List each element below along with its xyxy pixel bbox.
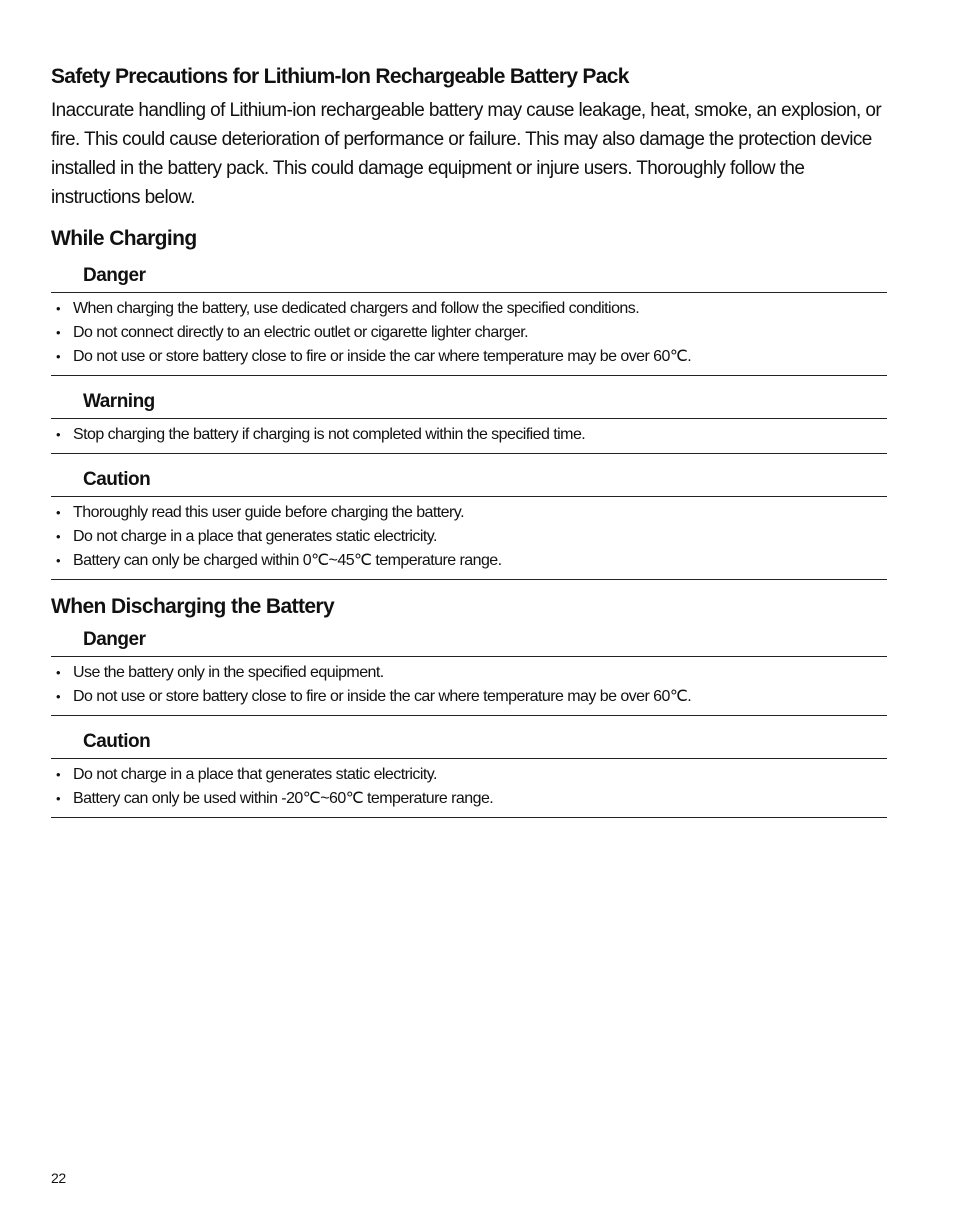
page-number: 22 [51,1170,66,1186]
danger-block [51,262,887,376]
list-item: • Battery can only be used within -20℃~60℃ temperature range. [51,787,887,811]
block-title-danger: Danger [83,629,146,650]
list-item: • Stop charging the battery if charging is not completed within the specified time. [51,423,887,447]
list-item: • Do not use or store battery close to fire or inside the car where temperature may be over 60℃. [51,345,887,369]
list-item: • Do not use or store battery close to fire or inside the car where temperature may be over 60℃. [51,685,887,709]
list-item: • When charging the battery, use dedicated chargers and follow the specified conditions. [51,297,887,321]
section-heading-when-discharging: When Discharging the Battery [51,595,335,618]
block-title-caution: Caution [83,731,151,752]
list-item: • Use the battery only in the specified equipment. [51,661,887,685]
bullet-list [51,656,887,716]
list-item: • Thoroughly read this user guide before charging the battery. [51,501,887,525]
danger-block [51,626,887,716]
block-title-danger: Danger [83,265,146,286]
page-title: Safety Precautions for Lithium-Ion Rechargeable Battery Pack [51,65,629,88]
bullet-list [51,758,887,818]
caution-block [51,728,887,818]
list-item: • Do not charge in a place that generates static electricity. [51,763,887,787]
list-item: • Battery can only be charged within 0℃~45℃ temperature range. [51,549,887,573]
block-title-caution: Caution [83,469,151,490]
bullet-list [51,418,887,454]
list-item: • Do not charge in a place that generates static electricity. [51,525,887,549]
caution-block [51,466,887,580]
document-page [51,60,887,818]
bullet-list [51,496,887,580]
warning-block [51,388,887,454]
section-heading-while-charging: While Charging [51,227,197,250]
bullet-list [51,292,887,376]
intro-paragraph: Inaccurate handling of Lithium-ion rechargeable battery may cause leakage, heat, smoke, an explosion, or fire. This could cause deterioration of performance or failure. This may also damage the protection device installed in the battery pack. This could damage equipment or injure users. Thoroughly follow the instructions below. [51,100,882,208]
list-item: • Do not connect directly to an electric outlet or cigarette lighter charger. [51,321,887,345]
block-title-warning: Warning [83,391,155,412]
